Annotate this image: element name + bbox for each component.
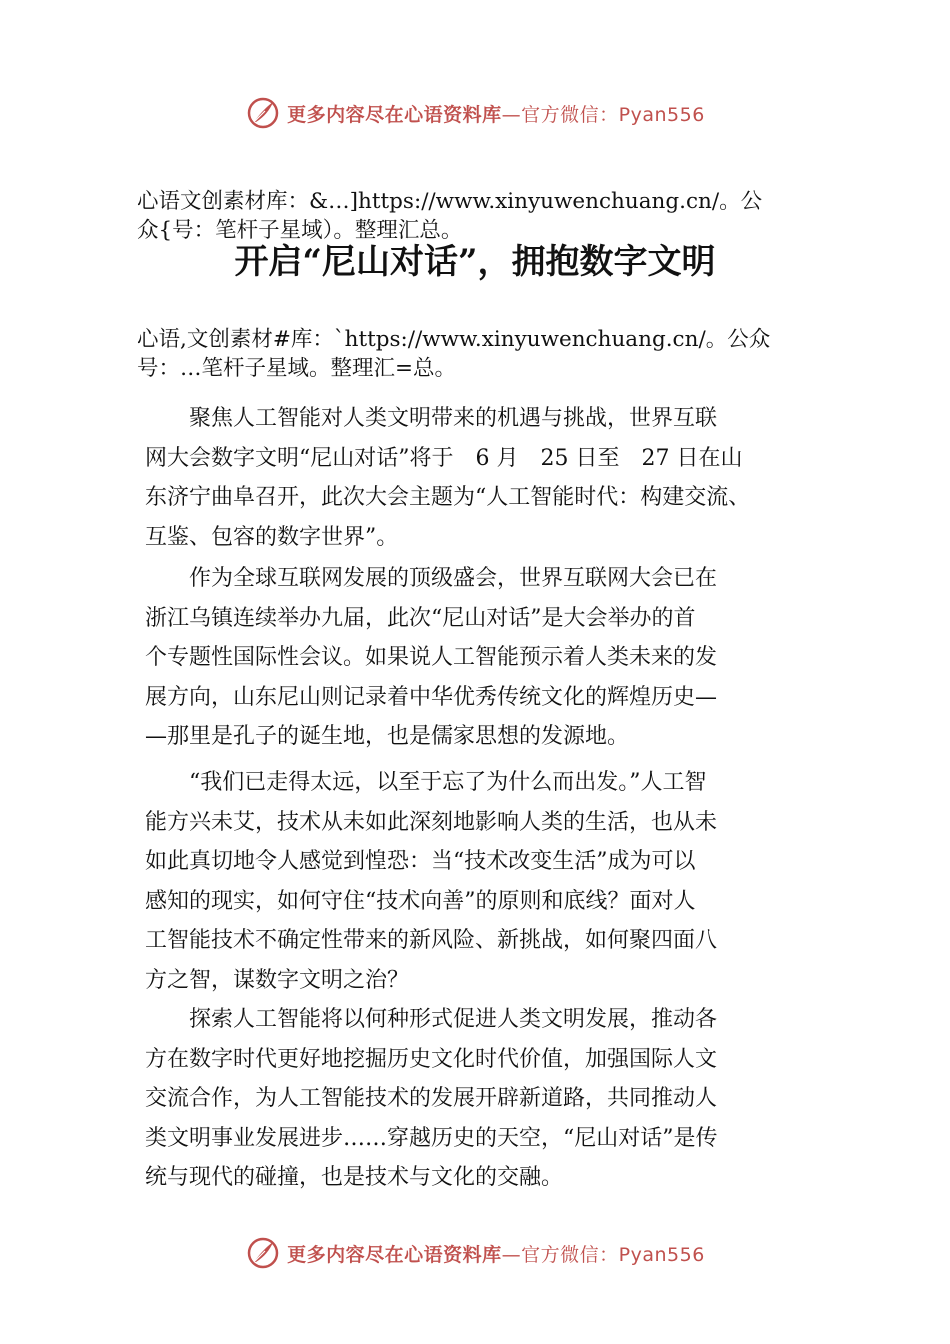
paragraph-line: 探索人工智能将以何种形式促进人类文明发展，推动各 (145, 1007, 718, 1032)
paragraph-line: 聚焦人工智能对人类文明带来的机遇与挑战，世界互联 (145, 406, 718, 431)
source-watermark-top (137, 187, 837, 245)
body-paragraph-1 (145, 399, 815, 557)
header-banner (0, 93, 950, 133)
banner-text: 更多内容尽在心语资料库—官方微信：Pyan556 (287, 103, 705, 126)
paragraph-line: “我们已走得太远，以至于忘了为什么而出发。”人工智 (145, 770, 707, 795)
watermark-line: 号：…笔杆子星域。整理汇=总。 (137, 356, 457, 381)
body-paragraph-3 (145, 763, 815, 1000)
paragraph-line: 浙江乌镇连续举办九届，此次“尼山对话”是大会举办的首 (145, 605, 696, 631)
paragraph-line: 作为全球互联网发展的顶级盛会，世界互联网大会已在 (145, 566, 718, 591)
watermark-line: 众{号：笔杆子星域）。整理汇总。 (137, 218, 463, 243)
paragraph-line: 工智能技术不确定性带来的新风险、新挑战，如何聚四面八 (145, 928, 718, 953)
page-title: 开启“尼山对话”，拥抱数字文明 (234, 242, 716, 282)
paragraph-line: 网大会数字文明“尼山对话”将于 6 月 25 日至 27 日在山 (145, 445, 743, 471)
paragraph-line: 感知的现实，如何守住“技术向善”的原则和底线？面对人 (145, 888, 696, 914)
feather-pen-icon (245, 95, 281, 131)
banner-text: 更多内容尽在心语资料库—官方微信：Pyan556 (287, 1243, 705, 1266)
feather-pen-icon (245, 1235, 281, 1271)
paragraph-line: 个专题性国际性会议。如果说人工智能预示着人类未来的发 (145, 645, 718, 670)
watermark-line: 心语文创素材库：&…]https://www.xinyuwenchuang.cn/。公 (137, 189, 763, 214)
watermark-line: 心语,文创素材#库：`https://www.xinyuwenchuang.cn/。公众 (137, 327, 771, 352)
source-watermark-sub (137, 325, 837, 383)
paragraph-line: 东济宁曲阜召开，此次大会主题为“人工智能时代：构建交流、 (145, 485, 751, 510)
paragraph-line: 方之智，谋数字文明之治？ (145, 967, 410, 993)
paragraph-line: 互鉴、包容的数字世界”。 (145, 524, 399, 550)
paragraph-line: —那里是孔子的诞生地，也是儒家思想的发源地。 (145, 724, 630, 749)
paragraph-line: 统与现代的碰撞，也是技术与文化的交融。 (145, 1165, 564, 1190)
body-paragraph-4 (145, 1000, 815, 1198)
paragraph-line: 交流合作，为人工智能技术的发展开辟新道路，共同推动人 (145, 1086, 718, 1111)
paragraph-line: 如此真切地令人感觉到惶恐：当“技术改变生活”成为可以 (145, 849, 696, 874)
paragraph-line: 类文明事业发展进步……穿越历史的天空，“尼山对话”是传 (145, 1125, 718, 1151)
paragraph-line: 方在数字时代更好地挖掘历史文化时代价值，加强国际人文 (145, 1046, 718, 1072)
body-paragraph-2 (145, 559, 815, 757)
paragraph-line: 展方向，山东尼山则记录着中华优秀传统文化的辉煌历史— (145, 684, 718, 710)
footer-banner (0, 1233, 950, 1273)
paragraph-line: 能方兴未艾，技术从未如此深刻地影响人类的生活，也从未 (145, 809, 718, 835)
